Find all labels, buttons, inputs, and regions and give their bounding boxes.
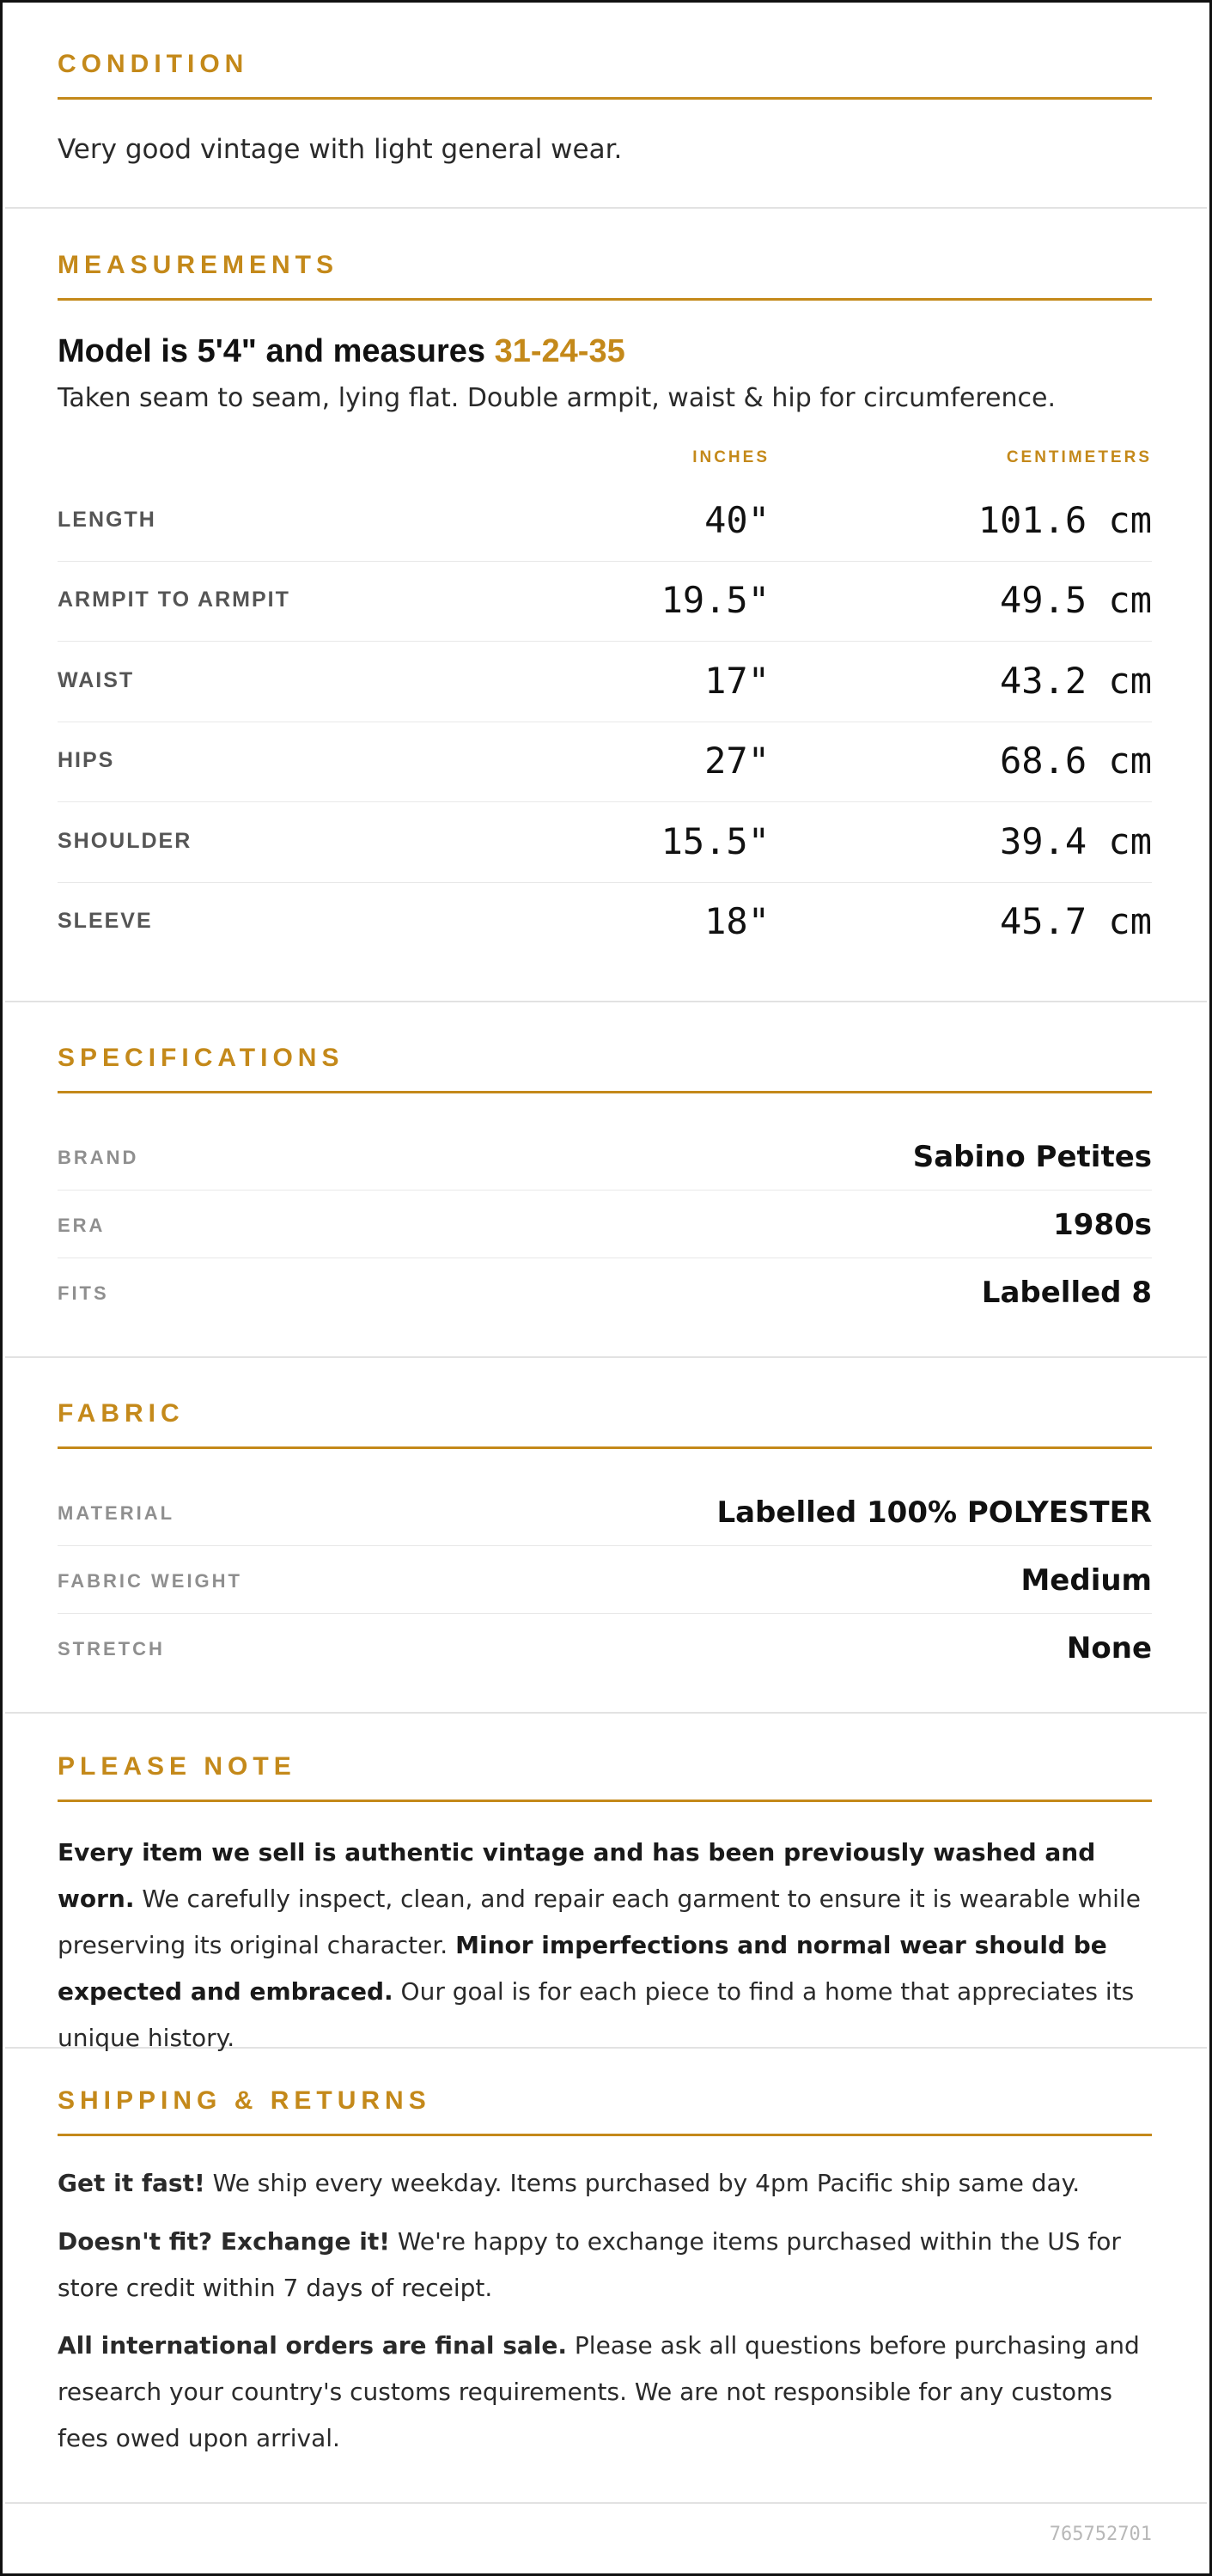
specifications-heading: SPECIFICATIONS	[58, 1044, 1152, 1093]
fabric-heading: FABRIC	[58, 1400, 1152, 1449]
fabric-label: STRETCH	[58, 1638, 165, 1659]
please-note-bold-1: Every item we sell is authentic vintage and has been previously washed and worn.	[58, 1838, 1096, 1913]
measurement-inches: 15.5"	[661, 820, 770, 862]
measurement-inches: 19.5"	[661, 579, 770, 621]
spec-label: ERA	[58, 1215, 106, 1236]
fabric-value: None	[1066, 1631, 1152, 1666]
spec-value: Labelled 8	[981, 1276, 1152, 1310]
measurement-label: LENGTH	[58, 508, 156, 532]
measurement-cm: 101.6 cm	[978, 499, 1152, 541]
fabric-value: Labelled 100% POLYESTER	[716, 1495, 1152, 1530]
inches-column-header: INCHES	[692, 448, 770, 466]
measurements-heading: MEASUREMENTS	[58, 252, 1152, 301]
measurement-row-sleeve	[58, 883, 1152, 962]
model-measures-prefix: Model is 5'4" and measures	[58, 333, 495, 369]
measurement-row-shoulder	[58, 803, 1152, 883]
measurement-cm: 39.4 cm	[999, 820, 1152, 862]
measurement-row-armpit	[58, 562, 1152, 642]
measurement-label: SHOULDER	[58, 829, 192, 853]
shipping-paragraph-exchange	[58, 2219, 1152, 2311]
measurement-row-waist	[58, 642, 1152, 722]
condition-text: Very good vintage with light general wear.	[58, 134, 623, 165]
specifications-section	[5, 1002, 1207, 1358]
fabric-row-stretch	[58, 1614, 1152, 1681]
spec-value: 1980s	[1053, 1208, 1152, 1242]
measurements-section	[5, 209, 1207, 1002]
fabric-label: FABRIC WEIGHT	[58, 1570, 242, 1592]
please-note-heading: PLEASE NOTE	[58, 1753, 1152, 1802]
please-note-text	[58, 1830, 1152, 2061]
measurement-inches: 17"	[704, 660, 770, 702]
shipping-paragraph-fast	[58, 2160, 1152, 2207]
measurement-row-length	[58, 482, 1152, 562]
please-note-section	[5, 1714, 1207, 2052]
measurement-label: WAIST	[58, 668, 135, 692]
spec-row-brand	[58, 1123, 1152, 1191]
shipping-heading: SHIPPING & RETURNS	[58, 2087, 1152, 2136]
shipping-bold-international: All international orders are final sale.	[58, 2331, 568, 2360]
condition-heading: CONDITION	[58, 51, 1152, 100]
measurements-note: Taken seam to seam, lying flat. Double armpit, waist & hip for circumference.	[58, 383, 1057, 413]
measurement-label: ARMPIT TO ARMPIT	[58, 588, 290, 612]
shipping-bold-exchange: Doesn't fit? Exchange it!	[58, 2227, 390, 2256]
please-note-bold-2: Minor imperfections and normal wear should be expected and embraced.	[58, 1931, 1107, 2006]
please-note-text-2: Our goal is for each piece to find a home that appreciates its unique history.	[58, 1977, 1135, 2052]
measurement-inches: 40"	[704, 499, 770, 541]
item-id: 765752701	[1049, 2524, 1152, 2545]
shipping-bold-fast: Get it fast!	[58, 2169, 205, 2197]
shipping-text-international: Please ask all questions before purchasing and research your country's customs requirements. We are not responsible for any customs fees owed upon arrival.	[58, 2331, 1140, 2452]
spec-label: FITS	[58, 1282, 109, 1304]
measurement-inches: 27"	[704, 740, 770, 782]
shipping-text-exchange: We're happy to exchange items purchased within the US for store credit within 7 days of receipt.	[58, 2227, 1121, 2302]
spec-value: Sabino Petites	[912, 1140, 1152, 1174]
measurement-cm: 45.7 cm	[999, 900, 1152, 942]
fabric-label: MATERIAL	[58, 1502, 175, 1524]
shipping-section	[5, 2049, 1207, 2504]
model-measures-value: 31-24-35	[494, 333, 625, 369]
spec-row-fits	[58, 1258, 1152, 1325]
measurement-label: SLEEVE	[58, 909, 153, 933]
shipping-paragraph-international	[58, 2323, 1152, 2462]
measurement-cm: 43.2 cm	[999, 660, 1152, 702]
shipping-text-fast: We ship every weekday. Items purchased by 4pm Pacific ship same day.	[204, 2169, 1081, 2197]
measurement-cm: 49.5 cm	[999, 579, 1152, 621]
fabric-row-material	[58, 1478, 1152, 1546]
measurement-inches: 18"	[704, 900, 770, 942]
fabric-row-weight	[58, 1546, 1152, 1614]
spec-row-era	[58, 1191, 1152, 1258]
centimeters-column-header: CENTIMETERS	[1006, 448, 1152, 466]
spec-label: BRAND	[58, 1147, 139, 1168]
please-note-text-1: We carefully inspect, clean, and repair each garment to ensure it is wearable while preserving its original character.	[58, 1885, 1141, 1959]
measurement-label: HIPS	[58, 748, 115, 772]
model-measures-line	[58, 333, 625, 370]
fabric-value: Medium	[1020, 1563, 1152, 1598]
measurement-cm: 68.6 cm	[999, 740, 1152, 782]
condition-section	[5, 3, 1207, 209]
measurement-row-hips	[58, 722, 1152, 802]
fabric-section	[5, 1358, 1207, 1714]
